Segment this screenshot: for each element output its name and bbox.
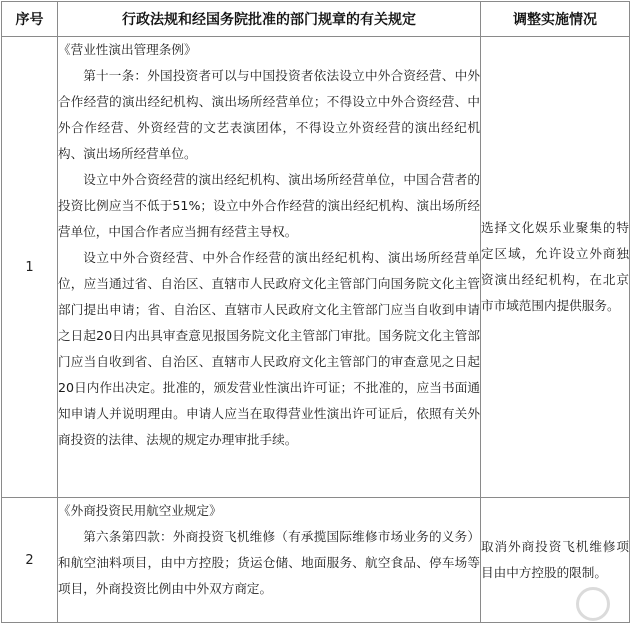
adjustment-text: 选择文化娱乐业聚集的特定区域，允许设立外商独资演出经纪机构，在北京市市域范围内提供服务。 — [481, 220, 629, 313]
regulation-cell — [58, 498, 481, 623]
header-regulation: 行政法规和经国务院批准的部门规章的有关规定 — [58, 2, 481, 37]
regulation-title: 《外商投资民用航空业规定》 — [58, 503, 222, 518]
adjustment-cell — [481, 37, 630, 498]
table-row — [2, 498, 630, 623]
table-row — [2, 37, 630, 498]
regulation-paragraph: 设立中外合资经营、中外合作经营的演出经纪机构、演出场所经营单位，应当通过省、自治区、直辖市人民政府文化主管部门向国务院文化主管部门提出申请；省、自治区、直辖市人民政府文化主管部门应当自收到申请之日起20日内出具审查意见报国务院文化主管部门审批。国务院文化主管部门应当自收到省、自治区、直辖市人民政府文化主管部门的审查意见之日起20日内作出决定。批准的，颁发营业性演出许可证；不批准的，应当书面通知申请人并说明理由。申请人应当在取得营业性演出许可证后，依照有关外商投资的法律、法规的规定办理审批手续。 — [58, 250, 480, 447]
row-index: 1 — [2, 37, 58, 498]
watermark-logo — [576, 587, 610, 621]
regulation-title: 《营业性演出管理条例》 — [58, 42, 197, 57]
header-index: 序号 — [2, 2, 58, 37]
regulation-cell — [58, 37, 481, 498]
adjustment-text: 取消外商投资飞机维修项目由中方控股的限制。 — [481, 539, 629, 580]
regulation-paragraph: 设立中外合资经营的演出经纪机构、演出场所经营单位，中国合营者的投资比例应当不低于51%；设立中外合作经营的演出经纪机构、演出场所经营单位，中国合作者应当拥有经营主导权。 — [58, 172, 480, 239]
header-row — [2, 2, 630, 37]
regulation-paragraph: 第六条第四款：外商投资飞机维修（有承揽国际维修市场业务的义务）和航空油料项目，由中方控股；货运仓储、地面服务、航空食品、停车场等项目，外商投资比例由中外双方商定。 — [58, 529, 480, 596]
regulation-paragraph: 第十一条：外国投资者可以与中国投资者依法设立中外合资经营、中外合作经营的演出经纪机构、演出场所经营单位；不得设立中外合资经营、中外合作经营、外资经营的文艺表演团体，不得设立外资经营的演出经纪机构、演出场所经营单位。 — [58, 68, 480, 161]
row-index: 2 — [2, 498, 58, 623]
regulation-table — [1, 1, 630, 623]
header-adjustment: 调整实施情况 — [481, 2, 630, 37]
